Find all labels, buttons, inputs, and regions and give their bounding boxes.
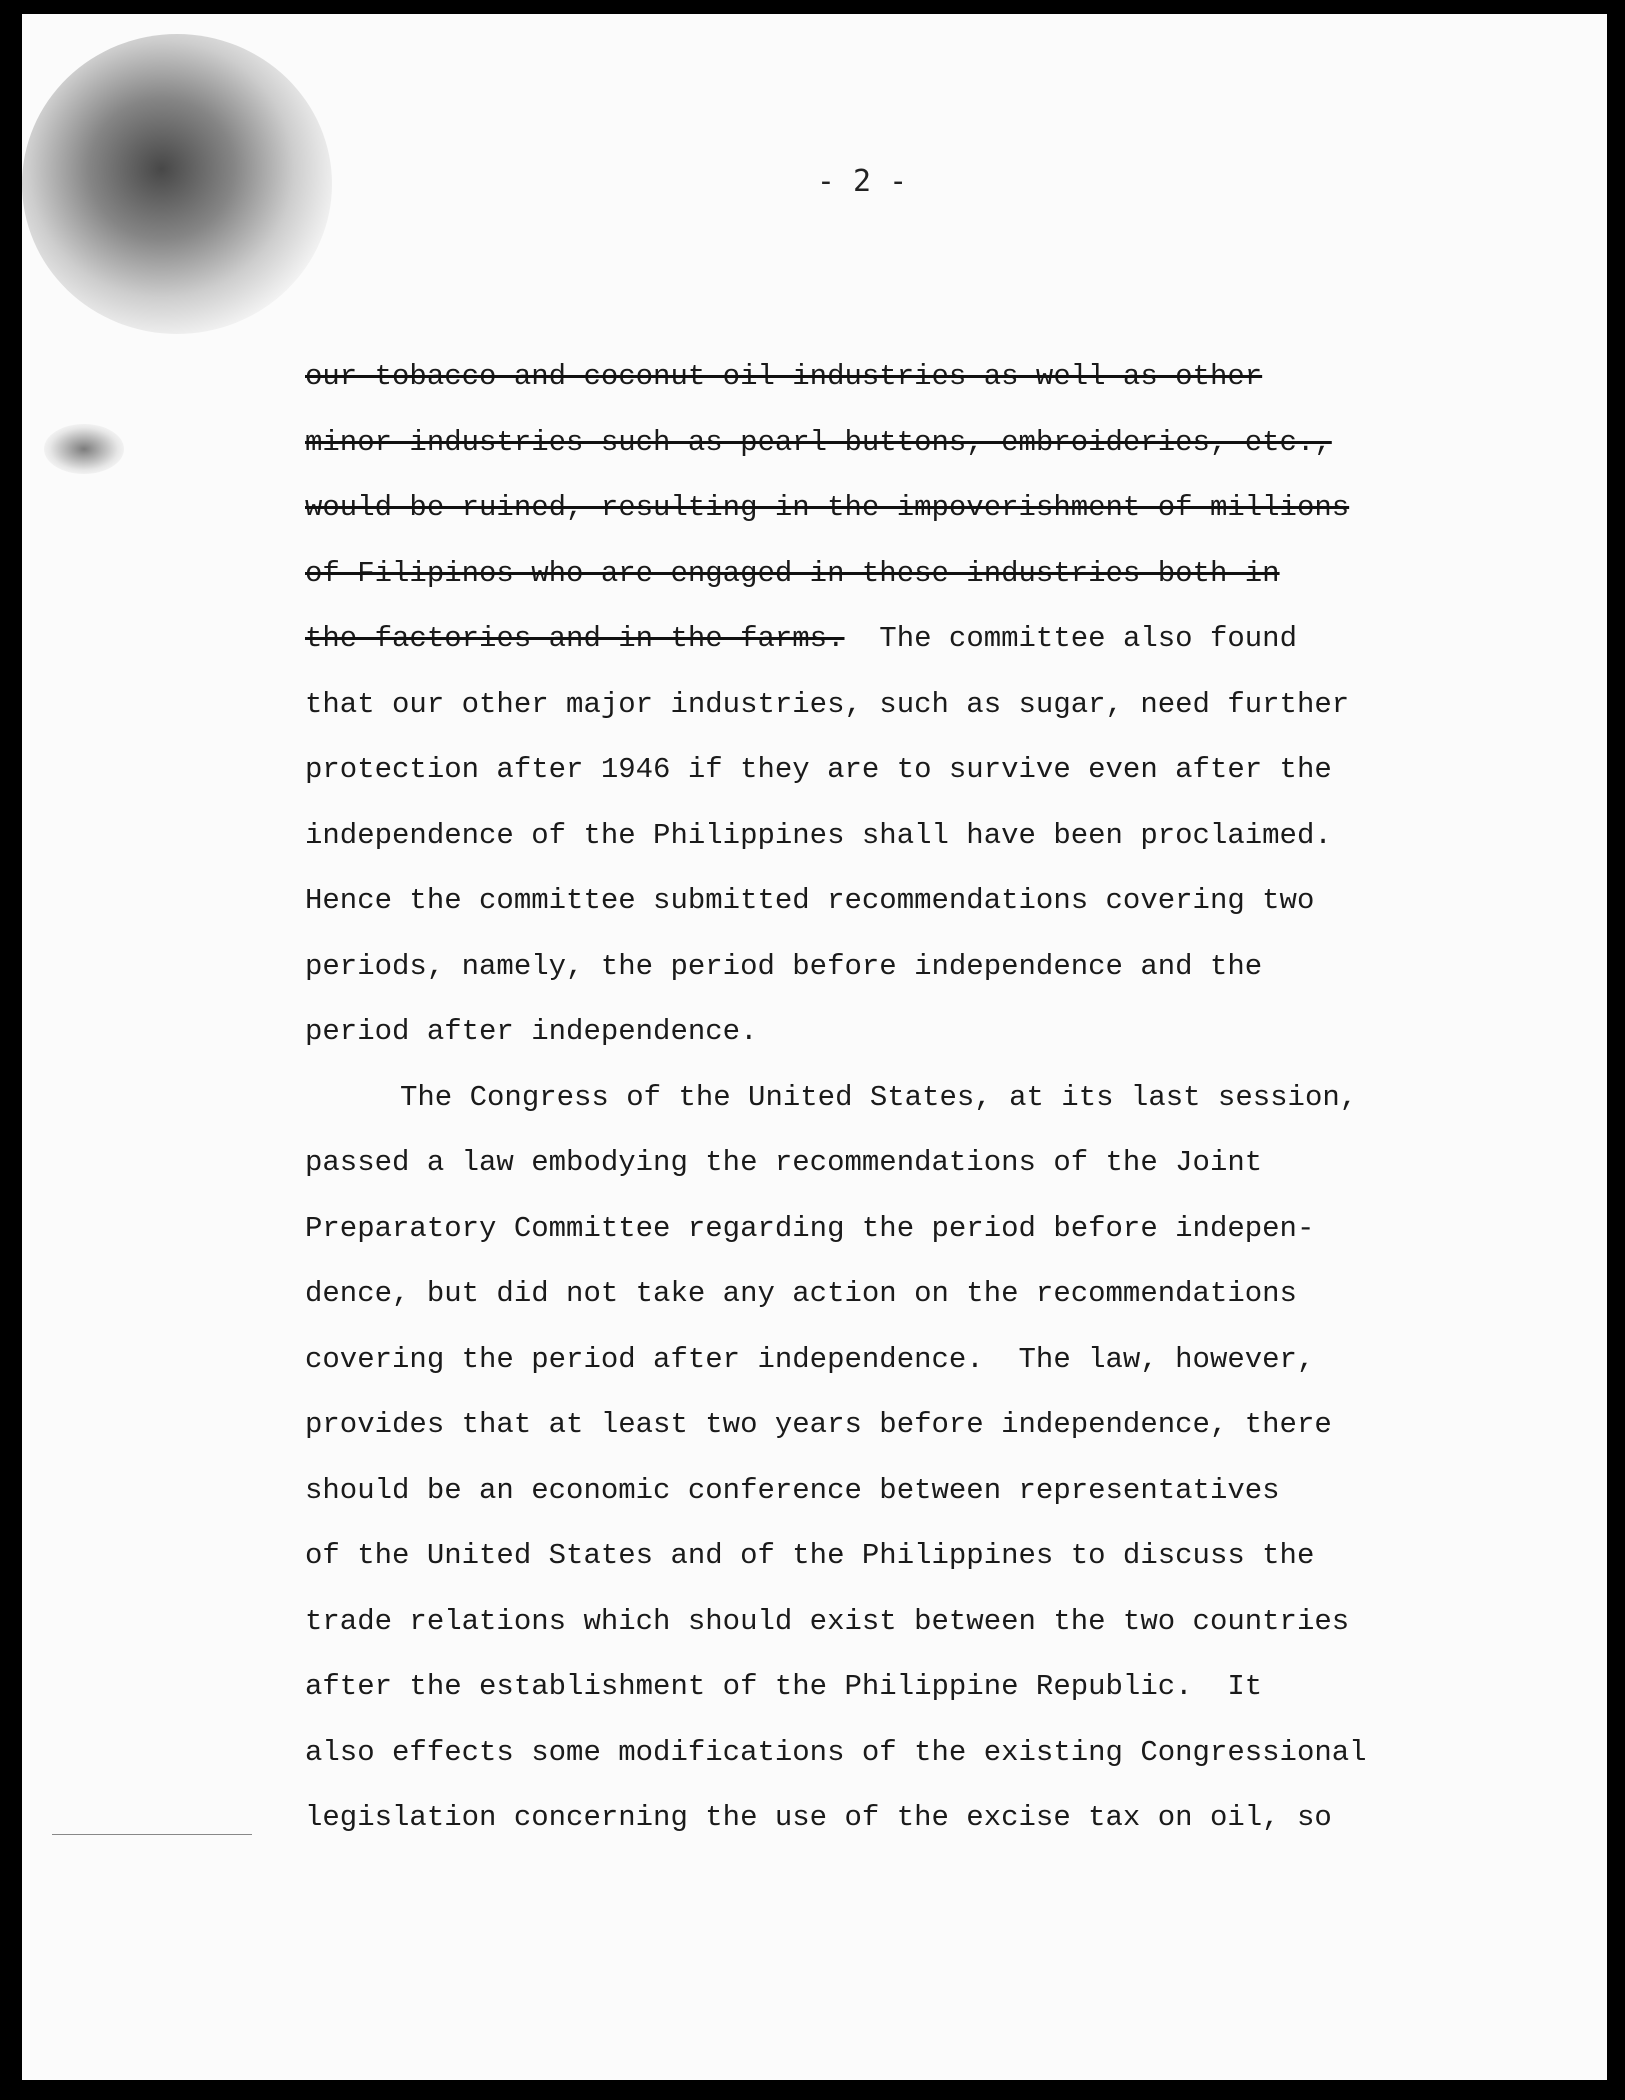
line-text: should be an economic conference between representatives xyxy=(305,1473,1280,1507)
text-line xyxy=(305,606,1495,672)
text-line xyxy=(305,475,1495,541)
text-line xyxy=(305,868,1495,934)
text-line xyxy=(305,737,1495,803)
struck-text: minor industries such as pearl buttons, embroideries, etc., xyxy=(305,425,1332,459)
struck-text: of Filipinos who are engaged in these industries both in xyxy=(305,556,1280,590)
line-text: dence, but did not take any action on the recommendations xyxy=(305,1277,1297,1310)
text-line xyxy=(305,803,1495,869)
struck-text: the factories and in the farms. xyxy=(305,622,845,655)
text-line xyxy=(305,541,1495,607)
line-text: legislation concerning the use of the excise tax on oil, so xyxy=(305,1801,1332,1834)
text-line xyxy=(305,344,1495,410)
paragraph-1 xyxy=(305,344,1495,1065)
line-text: The Congress of the United States, at its last session, xyxy=(400,1080,1358,1114)
text-line xyxy=(305,1196,1495,1262)
ink-stain xyxy=(22,34,332,334)
page-number: - 2 - xyxy=(816,164,908,199)
text-line xyxy=(305,1392,1495,1458)
text-line xyxy=(305,1589,1495,1655)
struck-text: our tobacco and coconut oil industries as well as other xyxy=(305,360,1263,393)
line-text: that our other major industries, such as sugar, need further xyxy=(305,687,1350,721)
line-text: The committee also found xyxy=(844,622,1297,655)
line-text: Hence the committee submitted recommendations covering two xyxy=(305,884,1315,917)
line-text: trade relations which should exist between the two countries xyxy=(305,1604,1350,1638)
stray-mark xyxy=(52,1834,252,1835)
text-line xyxy=(305,1065,1495,1131)
text-line xyxy=(305,934,1495,1000)
text-line xyxy=(305,1654,1495,1720)
line-text: covering the period after independence. The law, however, xyxy=(305,1342,1315,1376)
text-line xyxy=(305,1261,1495,1327)
line-text: after the establishment of the Philippine Republic. It xyxy=(305,1670,1263,1703)
text-line xyxy=(305,1130,1495,1196)
text-line xyxy=(305,1327,1495,1393)
document-body xyxy=(305,344,1495,1851)
line-text: independence of the Philippines shall have been proclaimed. xyxy=(305,818,1332,852)
line-text: also effects some modifications of the existing Congressional xyxy=(305,1735,1367,1769)
text-line xyxy=(305,410,1495,476)
line-text: Preparatory Committee regarding the period before indepen- xyxy=(305,1211,1315,1245)
line-text: passed a law embodying the recommendations of the Joint xyxy=(305,1146,1263,1179)
paragraph-2 xyxy=(305,1065,1495,1851)
line-text: protection after 1946 if they are to survive even after the xyxy=(305,753,1332,786)
text-line xyxy=(305,1523,1495,1589)
text-line xyxy=(305,672,1495,738)
ink-smudge xyxy=(44,424,124,474)
text-line xyxy=(305,1785,1495,1851)
text-line xyxy=(305,999,1495,1065)
line-text: provides that at least two years before independence, there xyxy=(305,1408,1332,1441)
document-page xyxy=(22,14,1607,2080)
text-line xyxy=(305,1458,1495,1524)
line-text: of the United States and of the Philippines to discuss the xyxy=(305,1539,1315,1572)
line-text: periods, namely, the period before independence and the xyxy=(305,949,1263,983)
line-text: period after independence. xyxy=(305,1015,758,1048)
text-line xyxy=(305,1720,1495,1786)
struck-text: would be ruined, resulting in the impoverishment of millions xyxy=(305,491,1350,524)
